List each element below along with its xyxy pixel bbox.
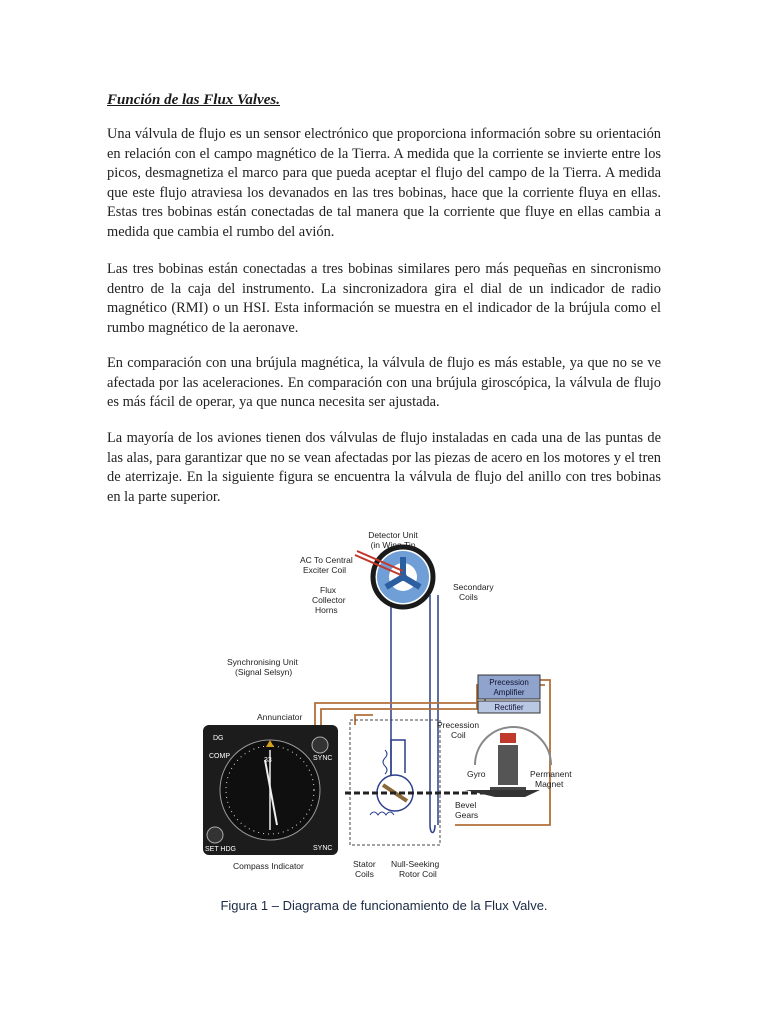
compass-indicator — [203, 725, 338, 855]
detector-unit-label-1: Detector Unit — [368, 530, 418, 540]
precession-amp-label-2: Amplifier — [493, 688, 525, 697]
flux-label-2: Collector — [312, 595, 346, 605]
ac-central-label-2: Exciter Coil — [303, 565, 346, 575]
flux-valve-diagram — [195, 525, 590, 895]
bevel-label-1: Bevel — [455, 800, 477, 810]
detector-unit — [373, 547, 433, 607]
paragraph-1: Una válvula de flujo es un sensor electrónico que proporciona información sobre su orientación en relación con el campo magnético de la Tierra. A medida que la corriente se invierte entre los picos, desmagnetiza el marco para que pueda aceptar el flujo del campo de la Tierra. A medida que este flujo atraviesa los devanados en las tres bobinas, hace que la corriente fluya en ellas. Estas tres bobinas están conectadas de tal manera que la corriente que fluye en ellas cambia a medida que cambia el rumbo del avión. — [107, 126, 661, 240]
bevel-label-2: Gears — [455, 810, 479, 820]
detector-unit-label-2: (in Wing Tip — [370, 540, 416, 550]
permanent-label-2: Magnet — [535, 779, 564, 789]
sync-unit-label-2: (Signal Selsyn) — [235, 667, 293, 677]
compass-indicator-label: Compass Indicator — [233, 861, 304, 871]
gyro-label: Gyro — [467, 769, 486, 779]
precession-amplifier — [478, 675, 540, 713]
flux-label-1: Flux — [320, 585, 337, 595]
section-heading: Función de las Flux Valves. — [107, 92, 280, 108]
sync-bottom-label: SYNC — [313, 845, 333, 852]
rectifier-label: Rectifier — [494, 703, 524, 712]
comp-label: COMP — [209, 753, 230, 760]
null-label-2: Rotor Coil — [399, 869, 437, 879]
precession-amp-label-1: Precession — [489, 678, 529, 687]
dial-33-label: 33 — [264, 757, 272, 764]
stator-label-2: Coils — [355, 869, 374, 879]
paragraph-2: Las tres bobinas están conectadas a tres bobinas similares pero más pequeñas en sincronismo dentro de la caja del instrumento. La sincronizadora gira el dial de un indicador de radio magnético (RMI) o un HSI. Esta información se muestra en el indicador de la brújula como el rumbo magnético de la aeronave. — [107, 261, 661, 336]
flux-label-3: Horns — [315, 605, 338, 615]
secondary-label-2: Coils — [459, 592, 478, 602]
sync-top-label: SYNC — [313, 755, 333, 762]
stator-label-1: Stator — [353, 859, 376, 869]
precession-coil-label-1: Precession — [437, 720, 480, 730]
set-hdg-label: SET HDG — [205, 846, 236, 853]
paragraph-3: En comparación con una brújula magnética, la válvula de flujo es más estable, ya que no se ve afectada por las aceleraciones. En comparación con una brújula giroscópica, la válvula de flujo es más fácil de operar, ya que nunca necesita ser ajustada. — [107, 355, 661, 411]
precession-coil-label-2: Coil — [451, 730, 466, 740]
figure-caption: Figura 1 – Diagrama de funcionamiento de la Flux Valve. — [220, 898, 548, 913]
annunciator-label: Annunciator — [257, 712, 303, 722]
paragraph-4: La mayoría de los aviones tienen dos válvulas de flujo instaladas en cada una de las puntas de las alas, para garantizar que no se vean afectadas por las piezas de acero en los motores y el tren de aterrizaje. En la siguiente figura se encuentra la válvula de flujo del anillo con tres bobinas en la parte superior. — [107, 430, 661, 505]
permanent-label-1: Permanent — [530, 769, 572, 779]
sync-unit-label-1: Synchronising Unit — [227, 657, 298, 667]
ac-central-label-1: AC To Central — [300, 555, 353, 565]
secondary-label-1: Secondary — [453, 582, 494, 592]
null-label-1: Null-Seeking — [391, 859, 440, 869]
dg-label: DG — [213, 735, 224, 742]
